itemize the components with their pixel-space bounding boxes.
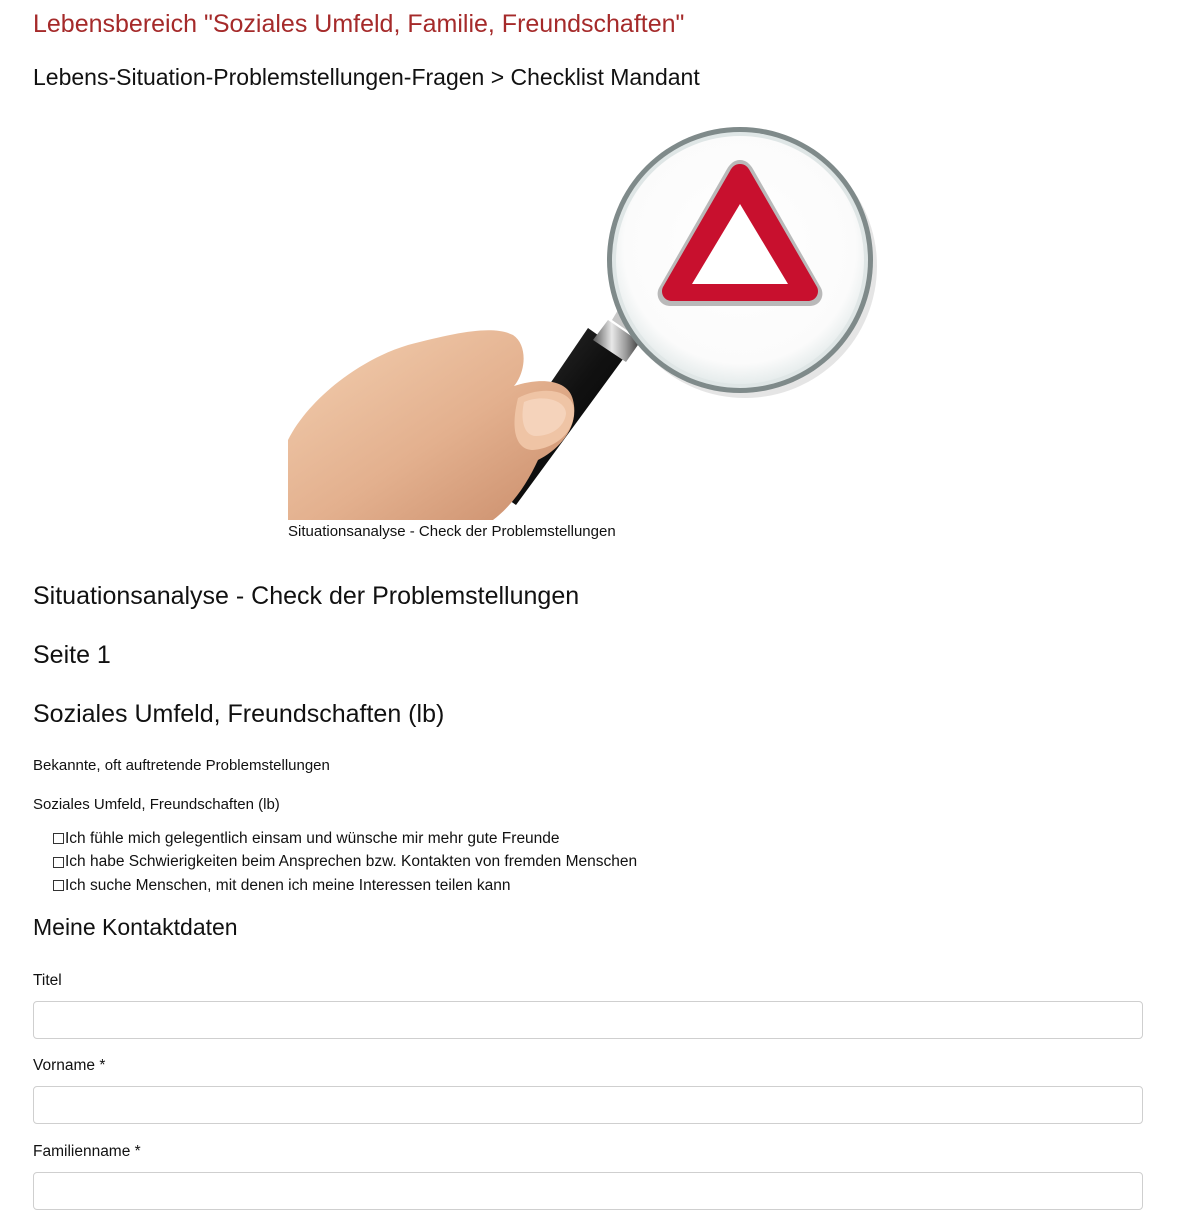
familienname-field[interactable] <box>33 1172 1143 1210</box>
titel-label: Titel <box>33 972 62 989</box>
vorname-label: Vorname * <box>33 1057 106 1074</box>
checklist-group-label: Soziales Umfeld, Freundschaften (lb) <box>33 796 280 813</box>
checkbox[interactable] <box>53 880 64 891</box>
group-heading: Soziales Umfeld, Freundschaften (lb) <box>33 700 445 728</box>
checkbox-label: Ich fühle mich gelegentlich einsam und wünsche mir mehr gute Freunde <box>65 829 560 847</box>
checklist-item-approaching-strangers[interactable] <box>53 851 637 875</box>
breadcrumb: Lebens-Situation-Problemstellungen-Fragen > Checklist Mandant <box>33 64 700 90</box>
figure-caption: Situationsanalyse - Check der Problemstellungen <box>288 523 616 540</box>
checklist-item-shared-interests[interactable] <box>53 874 637 898</box>
checkbox[interactable] <box>53 833 64 844</box>
checkbox-label: Ich habe Schwierigkeiten beim Ansprechen bzw. Kontakten von fremden Menschen <box>65 853 638 871</box>
analysis-heading: Situationsanalyse - Check der Problemstellungen <box>33 582 580 610</box>
known-problems-text: Bekannte, oft auftretende Problemstellungen <box>33 757 330 774</box>
magnifier-warning-triangle-icon <box>288 110 893 520</box>
familienname-label: Familienname * <box>33 1143 141 1160</box>
checklist-item-lonely[interactable] <box>53 827 637 851</box>
checkbox-label: Ich suche Menschen, mit denen ich meine Interessen teilen kann <box>65 876 511 894</box>
problem-checklist <box>53 827 637 898</box>
checkbox[interactable] <box>53 857 64 868</box>
contact-heading: Meine Kontaktdaten <box>33 914 238 940</box>
page-heading: Seite 1 <box>33 641 111 669</box>
situation-analysis-figure <box>288 110 893 545</box>
titel-field[interactable] <box>33 1001 1143 1039</box>
vorname-field[interactable] <box>33 1086 1143 1124</box>
page-title: Lebensbereich "Soziales Umfeld, Familie, Freundschaften" <box>33 10 685 38</box>
